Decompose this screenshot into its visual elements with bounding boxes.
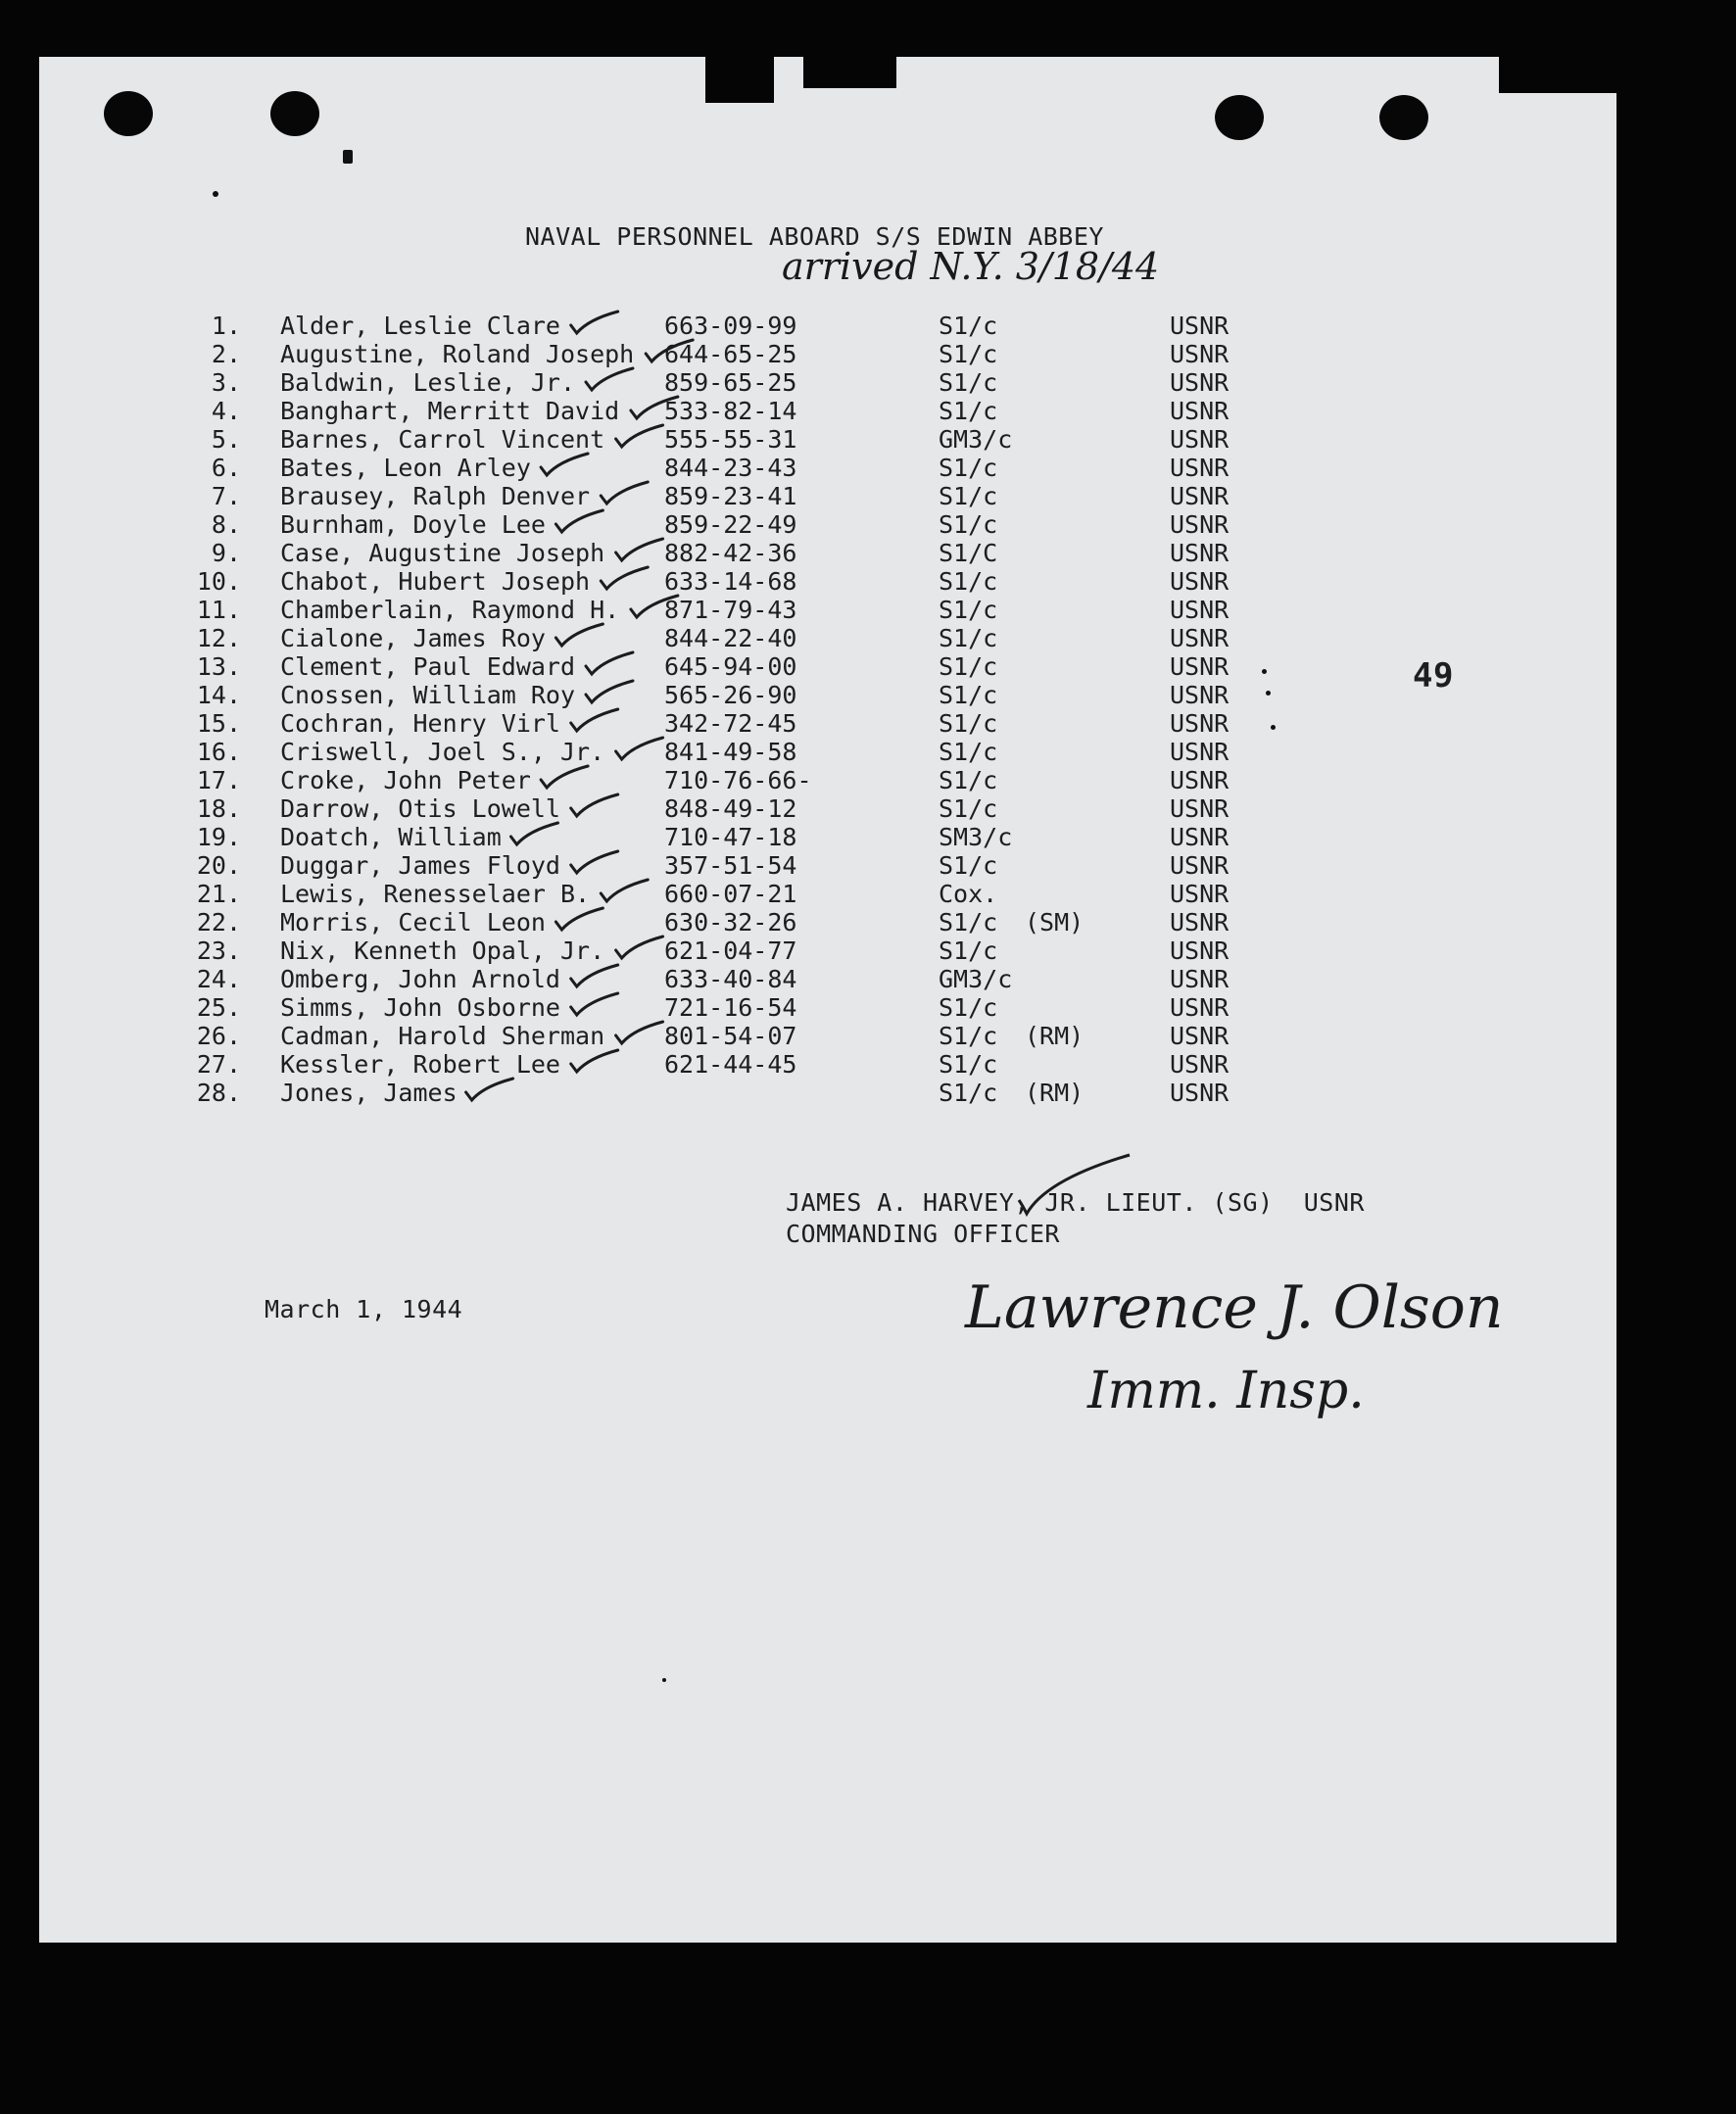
checkmark-icon: [586, 681, 633, 702]
entry-branch: USNR: [1170, 425, 1230, 454]
entry-branch: USNR: [1170, 539, 1230, 567]
entry-name: Barnes, Carrol Vincent: [280, 425, 605, 454]
entry-branch: USNR: [1170, 993, 1230, 1022]
entry-name: Banghart, Merritt David: [280, 397, 620, 425]
entry-service-number: 882-42-36: [664, 539, 797, 567]
entry-name: Alder, Leslie Clare: [280, 312, 560, 340]
officer-title-line: COMMANDING OFFICER: [786, 1220, 1060, 1248]
checkmark-icon: [541, 454, 588, 475]
entry-number: 16.: [196, 738, 241, 766]
entry-service-number: 621-44-45: [664, 1050, 797, 1079]
entry-name: Duggar, James Floyd: [280, 851, 560, 880]
checkmark-icon: [631, 596, 678, 617]
entry-number: 10.: [196, 567, 241, 596]
entry-service-number: 644-65-25: [664, 340, 797, 368]
entry-name: Cnossen, William Roy: [280, 681, 576, 709]
entry-number: 5.: [211, 425, 241, 454]
entry-rate: S1/c: [939, 794, 998, 823]
entry-service-number: 871-79-43: [664, 596, 797, 624]
checkmark-icon: [616, 738, 663, 759]
checkmark-icon: [601, 567, 648, 589]
entry-number: 25.: [196, 993, 241, 1022]
entry-name: Morris, Cecil Leon: [280, 908, 546, 937]
entry-branch: USNR: [1170, 340, 1230, 368]
checkmark-icon: [586, 652, 633, 674]
entry-rate: S1/c: [939, 993, 998, 1022]
entry-service-number: 660-07-21: [664, 880, 797, 908]
entry-branch: USNR: [1170, 567, 1230, 596]
entry-rate: Cox.: [939, 880, 998, 908]
entry-number: 17.: [196, 766, 241, 794]
entry-branch: USNR: [1170, 454, 1230, 482]
checkmark-icon: [555, 624, 603, 646]
entry-name: Lewis, Renesselaer B.: [280, 880, 591, 908]
entry-name: Cialone, James Roy: [280, 624, 546, 652]
entry-number: 15.: [196, 709, 241, 738]
entry-service-number: 844-22-40: [664, 624, 797, 652]
entry-number: 7.: [211, 482, 241, 510]
entry-rate: S1/c: [939, 937, 998, 965]
document-title: NAVAL PERSONNEL ABOARD S/S EDWIN ABBEY: [525, 222, 1104, 251]
entry-branch: USNR: [1170, 510, 1230, 539]
entry-branch: USNR: [1170, 652, 1230, 681]
document-date: March 1, 1944: [265, 1295, 463, 1323]
checkmark-icon: [571, 993, 618, 1015]
entry-number: 8.: [211, 510, 241, 539]
entry-branch: USNR: [1170, 880, 1230, 908]
entry-rate: S1/c: [939, 482, 998, 510]
entry-service-number: 645-94-00: [664, 652, 797, 681]
checkmark-icon: [466, 1079, 513, 1100]
entry-rate: S1/c: [939, 340, 998, 368]
entry-name: Clement, Paul Edward: [280, 652, 576, 681]
entry-rate: S1/c: [939, 397, 998, 425]
entry-service-number: 841-49-58: [664, 738, 797, 766]
entry-rate: GM3/c: [939, 425, 1013, 454]
checkmark-icon: [616, 539, 663, 560]
entry-name: Brausey, Ralph Denver: [280, 482, 591, 510]
entry-name: Burnham, Doyle Lee: [280, 510, 546, 539]
entry-branch: USNR: [1170, 624, 1230, 652]
checkmark-icon: [631, 397, 678, 418]
entry-rate: GM3/c: [939, 965, 1013, 993]
entry-branch: USNR: [1170, 738, 1230, 766]
entry-name: Chamberlain, Raymond H.: [280, 596, 620, 624]
entry-branch: USNR: [1170, 397, 1230, 425]
entry-name: Chabot, Hubert Joseph: [280, 567, 591, 596]
checkmark-icon: [571, 794, 618, 816]
checkmark-icon: [646, 340, 693, 361]
entry-name: Augustine, Roland Joseph: [280, 340, 635, 368]
entry-service-number: 844-23-43: [664, 454, 797, 482]
entry-number: 23.: [196, 937, 241, 965]
entry-rate: S1/c: [939, 567, 998, 596]
entry-number: 26.: [196, 1022, 241, 1050]
entry-number: 9.: [211, 539, 241, 567]
entry-branch: USNR: [1170, 1022, 1230, 1050]
entry-service-number: 801-54-07: [664, 1022, 797, 1050]
entry-rate: S1/c: [939, 709, 998, 738]
page-number: 49: [1413, 656, 1454, 696]
entry-service-number: 621-04-77: [664, 937, 797, 965]
entry-service-number: 555-55-31: [664, 425, 797, 454]
entry-rate: S1/c: [939, 312, 998, 340]
entry-branch: USNR: [1170, 937, 1230, 965]
checkmark-icon: [555, 908, 603, 930]
entry-name: Jones, James: [280, 1079, 458, 1107]
entry-note: (SM): [1025, 908, 1085, 937]
entry-name: Baldwin, Leslie, Jr.: [280, 368, 576, 397]
entry-rate: S1/C: [939, 539, 998, 567]
entry-name: Doatch, William: [280, 823, 502, 851]
entry-rate: S1/c: [939, 1050, 998, 1079]
entry-service-number: 859-65-25: [664, 368, 797, 397]
entry-rate: S1/c: [939, 1079, 998, 1107]
entry-service-number: 565-26-90: [664, 681, 797, 709]
entry-rate: S1/c: [939, 908, 998, 937]
entry-rate: S1/c: [939, 851, 998, 880]
entry-rate: S1/c: [939, 368, 998, 397]
entry-number: 22.: [196, 908, 241, 937]
entry-note: (RM): [1025, 1022, 1085, 1050]
entry-name: Kessler, Robert Lee: [280, 1050, 560, 1079]
entry-number: 19.: [196, 823, 241, 851]
checkmark-icon: [571, 709, 618, 731]
entry-service-number: 848-49-12: [664, 794, 797, 823]
entry-rate: S1/c: [939, 510, 998, 539]
entry-branch: USNR: [1170, 596, 1230, 624]
checkmark-icon: [586, 368, 633, 390]
entry-name: Cochran, Henry Virl: [280, 709, 560, 738]
signature-name: Lawrence J. Olson: [965, 1273, 1504, 1342]
entry-service-number: 357-51-54: [664, 851, 797, 880]
checkmark-icon: [616, 1022, 663, 1043]
entry-number: 24.: [196, 965, 241, 993]
entry-rate: S1/c: [939, 454, 998, 482]
entry-name: Nix, Kenneth Opal, Jr.: [280, 937, 605, 965]
entry-name: Darrow, Otis Lowell: [280, 794, 560, 823]
checkmark-icon: [511, 823, 558, 844]
entry-service-number: 710-47-18: [664, 823, 797, 851]
entry-number: 2.: [211, 340, 241, 368]
checkmark-icon: [571, 965, 618, 986]
entry-branch: USNR: [1170, 908, 1230, 937]
entry-note: (RM): [1025, 1079, 1085, 1107]
checkmark-icon: [571, 851, 618, 873]
entry-service-number: 633-40-84: [664, 965, 797, 993]
entry-number: 18.: [196, 794, 241, 823]
entry-name: Cadman, Harold Sherman: [280, 1022, 605, 1050]
entry-name: Omberg, John Arnold: [280, 965, 560, 993]
checkmark-icon: [571, 312, 618, 333]
entry-number: 3.: [211, 368, 241, 397]
entry-number: 28.: [196, 1079, 241, 1107]
checkmark-icon: [601, 880, 648, 901]
checkmark-icon: [616, 425, 663, 447]
entry-name: Criswell, Joel S., Jr.: [280, 738, 605, 766]
entry-service-number: 859-23-41: [664, 482, 797, 510]
entry-branch: USNR: [1170, 482, 1230, 510]
checkmark-icon: [555, 510, 603, 532]
entry-number: 1.: [211, 312, 241, 340]
entry-number: 11.: [196, 596, 241, 624]
entry-service-number: 633-14-68: [664, 567, 797, 596]
checkmark-icon: [541, 766, 588, 788]
entry-rate: S1/c: [939, 1022, 998, 1050]
entry-branch: USNR: [1170, 709, 1230, 738]
checkmark-icon: [571, 1050, 618, 1072]
entry-branch: USNR: [1170, 965, 1230, 993]
entry-number: 27.: [196, 1050, 241, 1079]
entry-rate: S1/c: [939, 766, 998, 794]
entry-name: Bates, Leon Arley: [280, 454, 531, 482]
entry-branch: USNR: [1170, 681, 1230, 709]
entry-name: Croke, John Peter: [280, 766, 531, 794]
entry-number: 13.: [196, 652, 241, 681]
entry-rate: S1/c: [939, 652, 998, 681]
entry-number: 12.: [196, 624, 241, 652]
entry-rate: S1/c: [939, 738, 998, 766]
entry-branch: USNR: [1170, 1079, 1230, 1107]
entry-rate: S1/c: [939, 596, 998, 624]
entry-number: 20.: [196, 851, 241, 880]
entry-rate: SM3/c: [939, 823, 1013, 851]
entry-rate: S1/c: [939, 681, 998, 709]
signature-title: Imm. Insp.: [1087, 1362, 1365, 1420]
entry-service-number: 342-72-45: [664, 709, 797, 738]
entry-number: 14.: [196, 681, 241, 709]
entry-service-number: 663-09-99: [664, 312, 797, 340]
handwritten-arrival-note: arrived N.Y. 3/18/44: [782, 245, 1160, 288]
checkmark-icon: [601, 482, 648, 504]
entry-branch: USNR: [1170, 794, 1230, 823]
entry-service-number: 533-82-14: [664, 397, 797, 425]
entry-name: Case, Augustine Joseph: [280, 539, 605, 567]
entry-branch: USNR: [1170, 1050, 1230, 1079]
entry-branch: USNR: [1170, 766, 1230, 794]
entry-branch: USNR: [1170, 368, 1230, 397]
entry-number: 6.: [211, 454, 241, 482]
entry-branch: USNR: [1170, 312, 1230, 340]
entry-number: 4.: [211, 397, 241, 425]
entry-number: 21.: [196, 880, 241, 908]
officer-name-line: JAMES A. HARVEY, JR. LIEUT. (SG) USNR: [786, 1188, 1365, 1217]
entry-service-number: 710-76-66-: [664, 766, 812, 794]
entry-branch: USNR: [1170, 823, 1230, 851]
entry-name: Simms, John Osborne: [280, 993, 560, 1022]
entry-rate: S1/c: [939, 624, 998, 652]
entry-service-number: 630-32-26: [664, 908, 797, 937]
checkmark-icon: [616, 937, 663, 958]
entry-service-number: 721-16-54: [664, 993, 797, 1022]
entry-service-number: 859-22-49: [664, 510, 797, 539]
entry-branch: USNR: [1170, 851, 1230, 880]
